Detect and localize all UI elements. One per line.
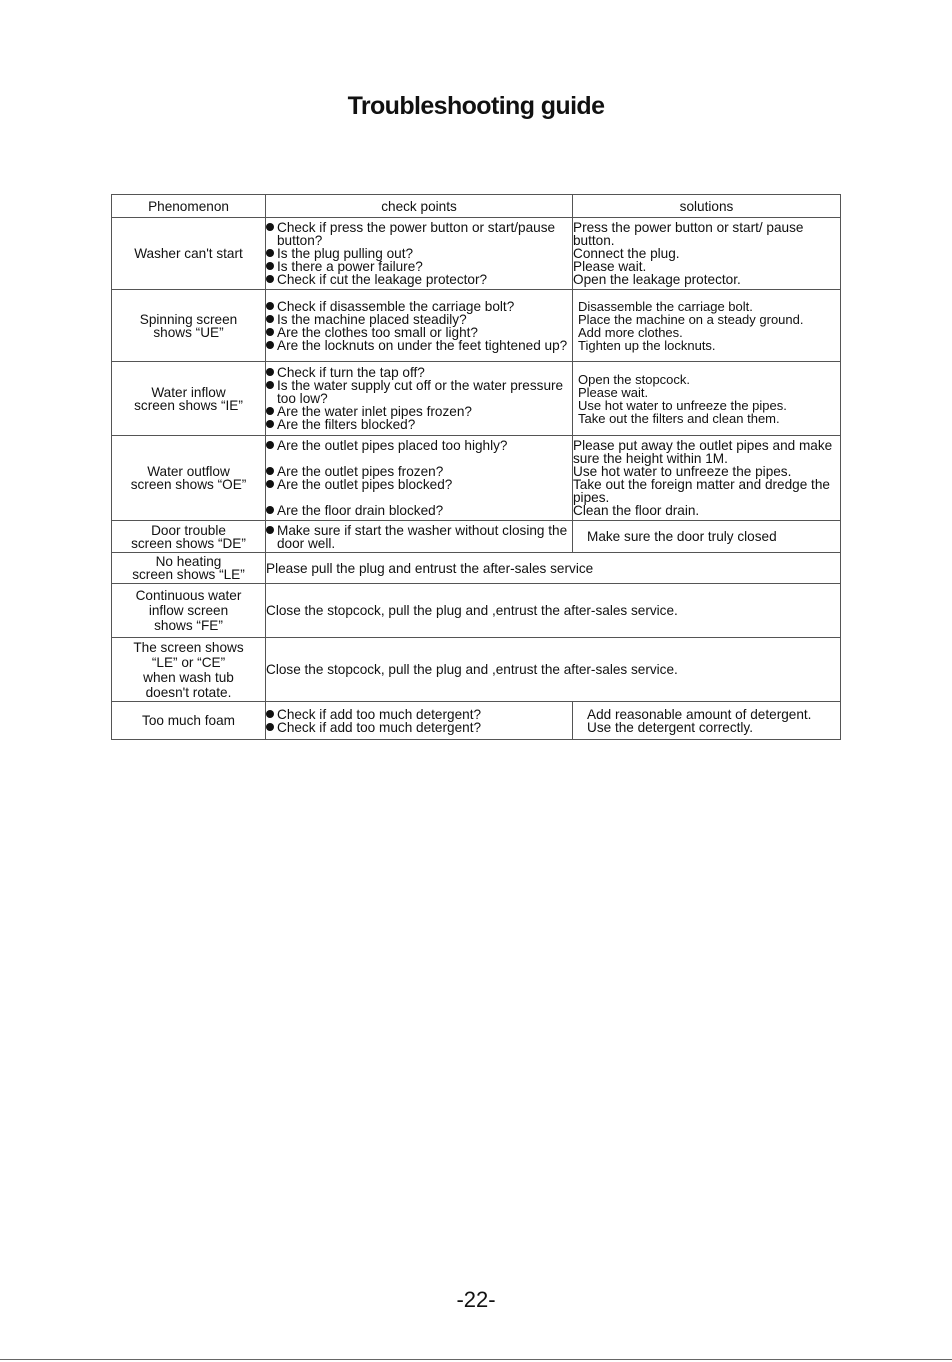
- bullet-icon: [266, 381, 274, 389]
- phenomenon-text: screen shows “IE”: [134, 397, 243, 413]
- phenomenon-cell: [112, 638, 266, 702]
- page-number: -22-: [456, 1287, 496, 1312]
- table-row: [112, 702, 841, 740]
- check-item: Check if turn the tap off?: [266, 366, 572, 379]
- phenomenon-text: inflow screen: [148, 603, 229, 618]
- phenomenon-cell: [112, 553, 266, 584]
- check-points-cell: [266, 218, 573, 290]
- solution-item: Open the leakage protector.: [573, 272, 741, 287]
- solution-item: Add reasonable amount of detergent.: [587, 706, 812, 722]
- phenomenon-text: Spinning screen: [139, 311, 238, 327]
- solution-item: Use the detergent correctly.: [587, 719, 753, 735]
- phenomenon-text: doesn't rotate.: [145, 684, 232, 700]
- solution-item: Add more clothes.: [578, 324, 683, 340]
- solutions-cell: [573, 290, 841, 362]
- solution-item: Connect the plug.: [573, 246, 680, 261]
- phenomenon-text: shows “FE”: [154, 618, 223, 633]
- bullet-icon: [266, 249, 274, 257]
- check-item: Is the plug pulling out?: [266, 247, 572, 260]
- solution-item: Make sure the door truly closed: [587, 529, 777, 544]
- check-item: Are the clothes too small or light?: [266, 326, 572, 339]
- action-cell: Please pull the plug and entrust the after-sales service: [266, 553, 841, 584]
- page-title: Troubleshooting guide: [347, 92, 605, 120]
- solution-item: Please wait.: [573, 259, 647, 274]
- check-item: Make sure if start the washer without closing the door well.: [266, 524, 572, 550]
- check-item: Check if add too much detergent?: [266, 721, 572, 734]
- phenomenon-cell: [112, 702, 266, 740]
- table-row: [112, 521, 841, 553]
- bullet-icon: [266, 302, 274, 310]
- check-points-cell: [266, 436, 573, 521]
- solutions-cell: [573, 362, 841, 436]
- table-row: [112, 362, 841, 436]
- check-item: Are the filters blocked?: [266, 418, 572, 431]
- check-points-cell: [266, 362, 573, 436]
- action-cell: Close the stopcock, pull the plug and ,entrust the after-sales service.: [266, 584, 841, 638]
- bullet-icon: [266, 262, 274, 270]
- phenomenon-text: Continuous water: [135, 588, 242, 603]
- phenomenon-text: No heating: [155, 554, 222, 569]
- check-points-cell: [266, 702, 573, 740]
- solution-item: Take out the filters and clean them.: [578, 410, 780, 426]
- bullet-icon: [266, 407, 274, 415]
- phenomenon-text: Door trouble: [151, 522, 226, 538]
- troubleshooting-table: [111, 194, 841, 740]
- check-item: Is the machine placed steadily?: [266, 313, 572, 326]
- solution-item: Clean the floor drain.: [573, 503, 700, 518]
- phenomenon-text: screen shows “DE”: [131, 535, 246, 551]
- bullet-icon: [266, 223, 274, 231]
- check-item: Are the outlet pipes blocked?: [266, 478, 572, 491]
- table-header-row: [112, 195, 841, 218]
- bullet-icon: [266, 368, 274, 376]
- phenomenon-cell: [112, 521, 266, 553]
- table-row: [112, 290, 841, 362]
- bullet-icon: [266, 441, 274, 449]
- bullet-icon: [266, 723, 274, 731]
- solutions-cell: [573, 218, 841, 290]
- solution-item: Tighten up the locknuts.: [578, 337, 716, 353]
- bullet-icon: [266, 341, 274, 349]
- phenomenon-text: when wash tub: [143, 669, 234, 685]
- header-phenomenon: Phenomenon: [112, 195, 266, 218]
- bottom-divider: [0, 1359, 952, 1360]
- table-row: [112, 553, 841, 584]
- table-row: [112, 218, 841, 290]
- bullet-icon: [266, 506, 274, 514]
- phenomenon-cell: [112, 436, 266, 521]
- action-cell: Close the stopcock, pull the plug and ,entrust the after-sales service.: [266, 638, 841, 702]
- solution-item: Take out the foreign matter and dredge the pipes.: [573, 477, 830, 505]
- table-row: [112, 638, 841, 702]
- bullet-icon: [266, 328, 274, 336]
- check-item: Is there a power failure?: [266, 260, 572, 273]
- check-item: Are the floor drain blocked?: [266, 504, 572, 517]
- check-item: Check if disassemble the carriage bolt?: [266, 300, 572, 313]
- check-item: Are the water inlet pipes frozen?: [266, 405, 572, 418]
- phenomenon-text: screen shows “OE”: [130, 477, 247, 492]
- check-item: Are the outlet pipes placed too highly?: [266, 439, 572, 452]
- solutions-cell: [573, 521, 841, 553]
- solution-item: Press the power button or start/ pause button.: [573, 220, 804, 248]
- bullet-icon: [266, 275, 274, 283]
- header-check-points: check points: [266, 195, 573, 218]
- phenomenon-cell: [112, 218, 266, 290]
- check-item: Are the locknuts on under the feet tightened up?: [266, 339, 572, 352]
- solution-item: Place the machine on a steady ground.: [578, 311, 804, 327]
- check-item: Check if cut the leakage protector?: [266, 273, 572, 286]
- bullet-icon: [266, 467, 274, 475]
- phenomenon-cell: [112, 584, 266, 638]
- phenomenon-text: Too much foam: [142, 713, 235, 728]
- table-row: [112, 436, 841, 521]
- solution-item: Open the stopcock.: [578, 371, 691, 387]
- header-solutions: solutions: [573, 195, 841, 218]
- phenomenon-text: The screen shows: [133, 639, 244, 655]
- bullet-icon: [266, 710, 274, 718]
- phenomenon-cell: [112, 362, 266, 436]
- check-item: Check if add too much detergent?: [266, 708, 572, 721]
- phenomenon-text: “LE” or “CE”: [151, 654, 226, 670]
- check-item: Is the water supply cut off or the water pressure too low?: [266, 379, 572, 405]
- solution-item: Please wait.: [578, 384, 649, 400]
- solution-item: Disassemble the carriage bolt.: [578, 298, 753, 314]
- bullet-icon: [266, 420, 274, 428]
- check-item: Are the outlet pipes frozen?: [266, 465, 572, 478]
- bullet-icon: [266, 480, 274, 488]
- solution-item: Use hot water to unfreeze the pipes.: [578, 397, 787, 413]
- table-row: [112, 584, 841, 638]
- phenomenon-text: Washer can't start: [134, 246, 243, 261]
- check-item: Check if press the power button or start/pause button?: [266, 221, 572, 247]
- bullet-icon: [266, 315, 274, 323]
- phenomenon-text: Water inflow: [151, 384, 226, 400]
- phenomenon-cell: [112, 290, 266, 362]
- check-points-cell: [266, 521, 573, 553]
- phenomenon-text: screen shows “LE”: [132, 567, 245, 582]
- check-points-cell: [266, 290, 573, 362]
- solutions-cell: [573, 702, 841, 740]
- solution-item: Use hot water to unfreeze the pipes.: [573, 464, 792, 479]
- phenomenon-text: shows “UE”: [153, 324, 224, 340]
- solution-item: Please put away the outlet pipes and make sure the height within 1M.: [573, 438, 833, 466]
- bullet-icon: [266, 526, 274, 534]
- solutions-cell: [573, 436, 841, 521]
- phenomenon-text: Water outflow: [147, 464, 230, 479]
